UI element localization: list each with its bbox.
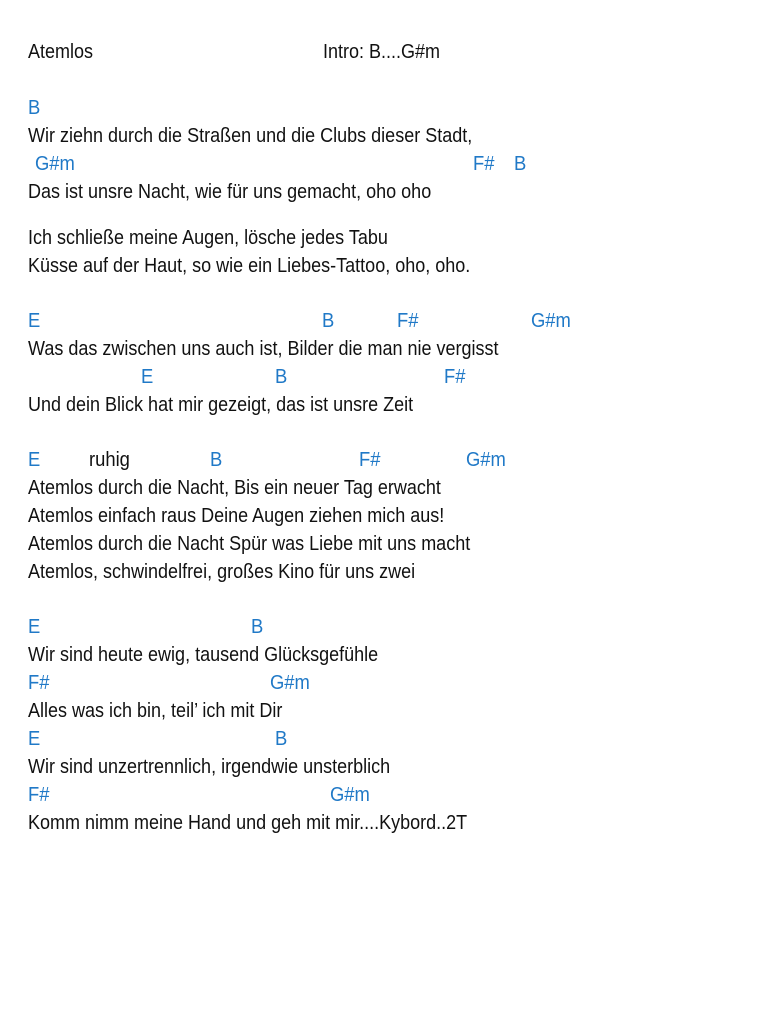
chord-label: B [275, 366, 288, 388]
chord-label: G#m [35, 153, 75, 175]
lyric-line: Und dein Blick hat mir gezeigt, das ist unsre Zeit [28, 394, 414, 416]
chord-label: B [514, 153, 527, 175]
chord-label: F# [28, 672, 50, 694]
chord-label: B [210, 449, 223, 471]
lyric-line: Das ist unsre Nacht, wie für uns gemacht, oho oho [28, 181, 432, 203]
chord-label: E [28, 310, 41, 332]
lyric-line: Atemlos, schwindelfrei, großes Kino für uns zwei [28, 561, 416, 583]
lyric-line: Atemlos durch die Nacht Spür was Liebe mit uns macht [28, 533, 471, 555]
chord-label: E [28, 449, 41, 471]
chord-label: B [28, 97, 41, 119]
lyric-line: Was das zwischen uns auch ist, Bilder die man nie vergisst [28, 338, 499, 360]
intro-chords: Intro: B....G#m [323, 41, 441, 63]
chord-label: G#m [531, 310, 571, 332]
lyric-line: Ich schließe meine Augen, lösche jedes Tabu [28, 227, 388, 249]
chord-label: E [28, 728, 41, 750]
lyric-line: Atemlos durch die Nacht, Bis ein neuer Tag erwacht [28, 477, 441, 499]
chord-label: G#m [466, 449, 506, 471]
lyric-line: Alles was ich bin, teil’ ich mit Dir [28, 700, 283, 722]
lyric-line: Atemlos einfach raus Deine Augen ziehen mich aus! [28, 505, 445, 527]
chord-label: E [28, 616, 41, 638]
chord-label: F# [359, 449, 381, 471]
song-title: Atemlos [28, 41, 94, 63]
lyric-line: Wir sind unzertrennlich, irgendwie unsterblich [28, 756, 391, 778]
chord-label: G#m [330, 784, 370, 806]
lyric-line: Wir ziehn durch die Straßen und die Clubs dieser Stadt, [28, 125, 473, 147]
chord-label: F# [28, 784, 50, 806]
chord-label: E [141, 366, 154, 388]
chord-label: F# [473, 153, 495, 175]
lyric-line: Küsse auf der Haut, so wie ein Liebes-Tattoo, oho, oho. [28, 255, 471, 277]
chord-label: F# [397, 310, 419, 332]
lyric-line: Komm nimm meine Hand und geh mit mir....Kybord..2T [28, 812, 468, 834]
chord-label: F# [444, 366, 466, 388]
chord-label: B [322, 310, 335, 332]
chord-label: G#m [270, 672, 310, 694]
chord-label: B [251, 616, 264, 638]
chord-label: B [275, 728, 288, 750]
performance-note: ruhig [89, 449, 130, 471]
lyric-line: Wir sind heute ewig, tausend Glücksgefühle [28, 644, 379, 666]
